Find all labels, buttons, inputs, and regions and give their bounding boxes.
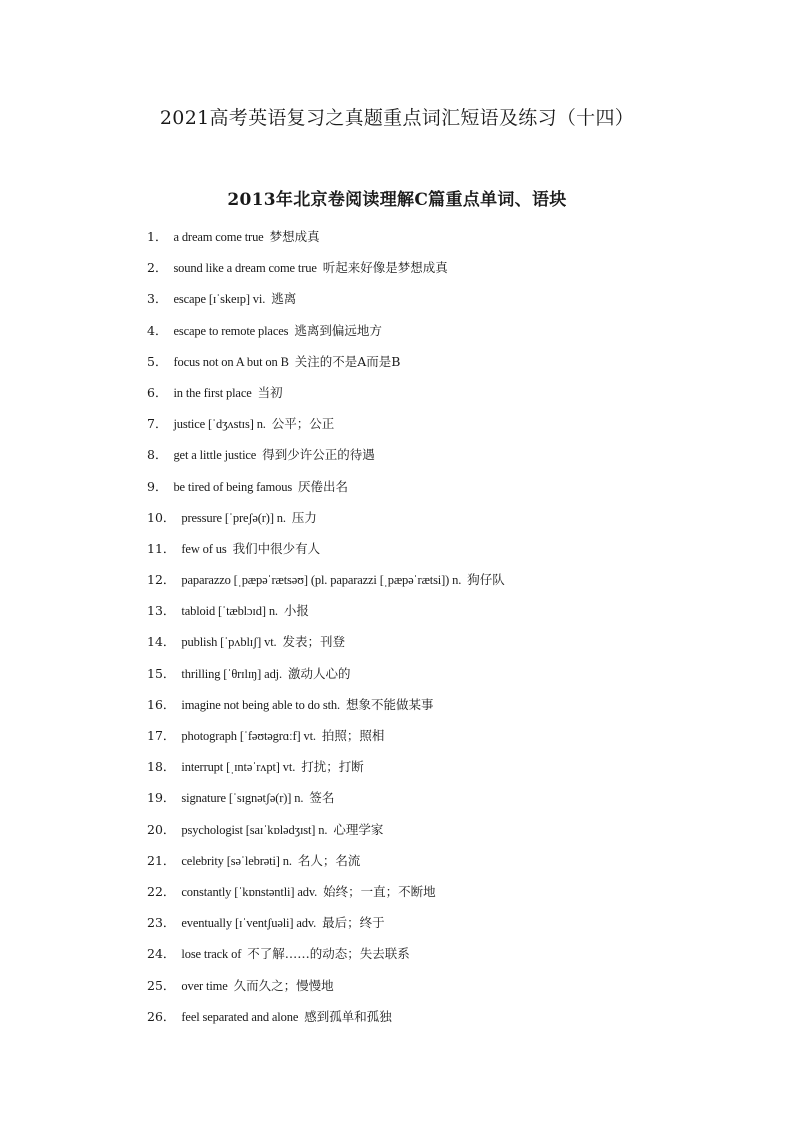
list-item (147, 507, 767, 538)
list-item (147, 850, 767, 881)
list-item (147, 694, 767, 725)
item-number: 9． (147, 478, 168, 494)
item-term: pressure [ˈpreʃə(r)] n. (181, 510, 286, 525)
item-term: imagine not being able to do sth. (181, 697, 340, 712)
item-term: celebrity [səˈlebrəti] n. (181, 853, 292, 868)
item-meaning: 最后；终于 (322, 915, 385, 931)
item-meaning: 逃离 (271, 291, 297, 307)
item-term: over time (181, 978, 228, 993)
list-item (147, 819, 767, 850)
item-term: escape to remote places (173, 323, 289, 338)
item-term: constantly [ˈkɒnstəntli] adv. (181, 884, 318, 899)
item-term: signature [ˈsɪgnətʃə(r)] n. (181, 791, 304, 806)
item-term: feel separated and alone (181, 1009, 299, 1024)
item-meaning: 发表；刊登 (282, 634, 346, 650)
list-item (147, 975, 767, 1006)
item-meaning: 当初 (257, 384, 283, 400)
list-item (147, 320, 767, 351)
item-term: focus not on A but on B (173, 354, 289, 369)
item-number: 14． (147, 634, 176, 650)
item-meaning: 狗仔队 (467, 572, 505, 588)
list-item (147, 476, 767, 507)
list-item (147, 600, 767, 631)
item-meaning: 关注的不是A而是B (294, 353, 401, 369)
item-term: sound like a dream come true (173, 261, 317, 276)
item-meaning: 听起来好像是梦想成真 (322, 260, 448, 276)
list-item (147, 538, 767, 569)
item-meaning: 心理学家 (333, 821, 384, 837)
list-item (147, 631, 767, 662)
item-term: tabloid [ˈtæblɔɪd] n. (181, 604, 278, 619)
item-term: photograph [ˈfəʊtəgrɑːf] vt. (181, 729, 316, 743)
list-item (147, 226, 767, 257)
list-item (147, 569, 767, 600)
item-term: be tired of being famous (173, 479, 293, 494)
item-number: 4． (147, 322, 168, 338)
item-meaning: 久而久之；慢慢地 (233, 977, 334, 993)
item-term: publish [ˈpʌblɪʃ] vt. (181, 635, 277, 650)
item-number: 25． (147, 977, 176, 993)
item-number: 6． (147, 384, 168, 400)
item-number: 7． (147, 416, 168, 432)
item-number: 5． (147, 353, 168, 369)
item-meaning: 打扰；打断 (301, 759, 364, 775)
list-item (147, 943, 767, 974)
item-term: interrupt [ˌɪntəˈrʌpt] vt. (181, 760, 296, 775)
item-number: 17． (147, 728, 176, 743)
item-meaning: 想象不能做某事 (345, 696, 434, 712)
item-number: 18． (147, 759, 176, 775)
item-number: 13． (147, 603, 176, 619)
item-meaning: 签名 (309, 790, 335, 806)
item-meaning: 我们中很少有人 (232, 540, 321, 556)
item-number: 16． (147, 696, 176, 712)
item-term: thrilling [ˈθrɪlɪŋ] adj. (181, 666, 282, 681)
item-number: 20． (147, 821, 176, 837)
list-item (147, 351, 767, 382)
item-meaning: 不了解……的动态；失去联系 (247, 946, 410, 962)
item-number: 2． (147, 260, 168, 276)
item-meaning: 小报 (283, 603, 309, 619)
item-meaning: 始终；一直；不断地 (323, 883, 436, 899)
item-number: 11． (147, 540, 176, 556)
list-item (147, 663, 767, 694)
page-title: 2021高考英语复习之真题重点词汇短语及练习（十四） (159, 107, 635, 129)
item-number: 22． (147, 883, 176, 899)
list-item (147, 787, 767, 818)
item-number: 15． (147, 665, 176, 681)
item-term: get a little justice (173, 448, 257, 463)
item-number: 19． (147, 790, 176, 806)
item-term: escape [ɪˈskeɪp] vi. (173, 292, 266, 307)
list-item (147, 413, 767, 444)
item-term: paparazzo [ˌpæpəˈrætsəʊ] (pl. paparazzi [ˌpæpəˈrætsi]) n. (181, 573, 462, 588)
item-number: 12． (147, 572, 176, 588)
item-number: 8． (147, 447, 168, 463)
item-number: 23． (147, 915, 176, 931)
list-item (147, 756, 767, 787)
item-meaning: 公平；公正 (271, 416, 335, 432)
item-meaning: 感到孤单和孤独 (304, 1008, 392, 1024)
item-meaning: 激动人心的 (287, 665, 351, 681)
item-number: 24． (147, 946, 176, 962)
vocab-list (147, 226, 767, 1037)
item-term: eventually [ɪˈventʃuəli] adv. (181, 916, 317, 931)
item-number: 10． (147, 509, 176, 525)
item-term: few of us (181, 541, 227, 556)
list-item (147, 1006, 767, 1037)
item-meaning: 逃离到偏远地方 (294, 322, 382, 338)
item-term: lose track of (181, 947, 242, 962)
item-number: 1． (147, 229, 168, 244)
item-number: 21． (147, 852, 176, 868)
item-term: justice [ˈdʒʌstɪs] n. (173, 417, 266, 432)
list-item (147, 444, 767, 475)
item-meaning: 拍照；照相 (321, 728, 385, 743)
section-title: 2013年北京卷阅读理解C篇重点单词、语块 (227, 190, 567, 210)
list-item (147, 382, 767, 413)
list-item (147, 912, 767, 943)
item-term: psychologist [saɪˈkɒlədʒɪst] n. (181, 822, 328, 837)
item-number: 3． (147, 291, 168, 307)
list-item (147, 881, 767, 912)
item-meaning: 梦想成真 (269, 229, 320, 244)
item-meaning: 厌倦出名 (298, 478, 349, 494)
item-meaning: 得到少许公正的待遇 (262, 447, 375, 463)
list-item (147, 725, 767, 756)
list-item (147, 257, 767, 288)
list-item (147, 288, 767, 319)
item-number: 26． (147, 1008, 176, 1024)
item-meaning: 名人；名流 (297, 852, 361, 868)
item-term: a dream come true (173, 230, 264, 244)
item-meaning: 压力 (291, 509, 317, 525)
item-term: in the first place (173, 385, 252, 400)
